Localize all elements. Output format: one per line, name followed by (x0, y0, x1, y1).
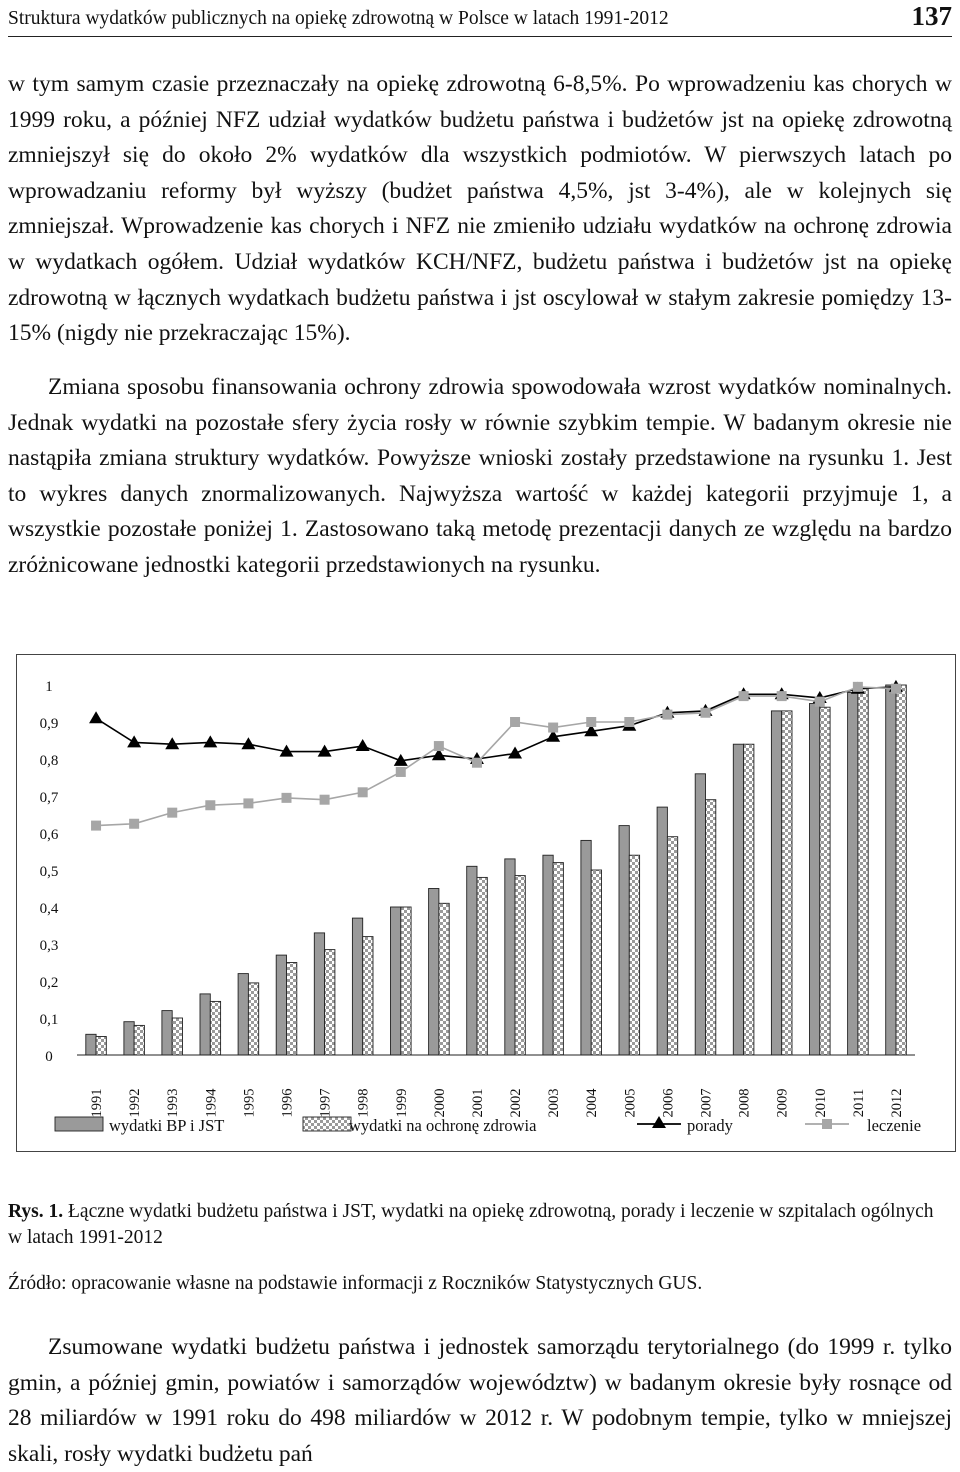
point-leczenie (777, 691, 787, 701)
x-tick-label: 2007 (698, 1088, 715, 1118)
point-leczenie (358, 787, 368, 797)
running-title: Struktura wydatków publicznych na opiekę zdrowotną w Polsce w latach 1991-2012 (8, 8, 669, 29)
caption-label: Rys. 1. (8, 1201, 64, 1222)
point-leczenie (205, 800, 215, 810)
y-tick-label: 0 (45, 1049, 53, 1065)
figure-1 (16, 654, 956, 1152)
bar-wydatki-bp-jst (391, 907, 401, 1055)
y-tick-label: 0,5 (39, 864, 59, 880)
point-leczenie (891, 684, 901, 694)
point-porady (508, 746, 522, 758)
point-leczenie (624, 717, 634, 727)
point-leczenie (243, 798, 253, 808)
y-tick-label: 0,3 (39, 938, 59, 954)
legend-label: wydatki BP i JST (109, 1116, 225, 1135)
bar-wydatki-ochrona-zdrowia (96, 1037, 106, 1056)
bar-wydatki-ochrona-zdrowia (553, 863, 563, 1055)
x-tick-label: 2002 (508, 1088, 525, 1118)
bar-wydatki-bp-jst (238, 974, 248, 1055)
point-leczenie (167, 808, 177, 818)
bar-wydatki-ochrona-zdrowia (210, 1001, 220, 1055)
bar-wydatki-bp-jst (429, 889, 439, 1056)
figure-source: Źródło: opracowanie własne na podstawie informacji z Roczników Statystycznych GUS. (8, 1273, 703, 1294)
bar-wydatki-ochrona-zdrowia (248, 983, 258, 1055)
bar-wydatki-ochrona-zdrowia (591, 870, 601, 1055)
x-tick-label: 2005 (622, 1088, 639, 1118)
bar-wydatki-bp-jst (771, 711, 781, 1055)
x-tick-label: 1992 (127, 1088, 144, 1118)
point-leczenie (739, 691, 749, 701)
x-tick-label: 2011 (850, 1088, 867, 1118)
point-leczenie (662, 710, 672, 720)
bar-wydatki-bp-jst (886, 685, 896, 1055)
point-leczenie (548, 723, 558, 733)
bar-wydatki-ochrona-zdrowia (363, 937, 373, 1055)
legend-swatch (55, 1117, 103, 1131)
point-leczenie (282, 793, 292, 803)
page-number: 137 (911, 1, 952, 31)
bar-wydatki-ochrona-zdrowia (325, 950, 335, 1055)
x-tick-label: 2010 (812, 1088, 829, 1118)
point-leczenie (853, 682, 863, 692)
point-leczenie (129, 819, 139, 829)
bar-wydatki-bp-jst (314, 933, 324, 1055)
bar-wydatki-bp-jst (733, 744, 743, 1055)
point-porady (203, 735, 217, 747)
bar-wydatki-ochrona-zdrowia (172, 1018, 182, 1055)
figure-caption (8, 1199, 952, 1251)
x-tick-label: 2001 (469, 1088, 486, 1118)
bar-wydatki-bp-jst (848, 692, 858, 1055)
point-leczenie (586, 717, 596, 727)
bar-wydatki-bp-jst (505, 859, 515, 1055)
x-tick-label: 2003 (546, 1088, 563, 1118)
bar-wydatki-ochrona-zdrowia (477, 877, 487, 1055)
x-tick-label: 2004 (584, 1088, 601, 1118)
bar-wydatki-bp-jst (86, 1034, 96, 1055)
bar-wydatki-ochrona-zdrowia (134, 1025, 144, 1055)
bar-wydatki-bp-jst (276, 955, 286, 1055)
y-tick-label: 0,1 (39, 1012, 59, 1028)
bar-wydatki-ochrona-zdrowia (629, 855, 639, 1055)
bar-wydatki-ochrona-zdrowia (820, 707, 830, 1055)
x-tick-label: 2006 (660, 1088, 677, 1118)
y-tick-label: 0,7 (39, 790, 59, 806)
bar-wydatki-bp-jst (581, 840, 591, 1055)
bar-wydatki-ochrona-zdrowia (667, 837, 677, 1055)
bar-wydatki-ochrona-zdrowia (706, 800, 716, 1055)
bar-wydatki-bp-jst (543, 855, 553, 1055)
legend-label: leczenie (867, 1116, 922, 1135)
x-tick-label: 1998 (355, 1088, 372, 1118)
bar-wydatki-bp-jst (657, 807, 667, 1055)
bar-wydatki-bp-jst (810, 704, 820, 1056)
chart-svg (17, 655, 955, 1151)
y-tick-label: 0,2 (39, 975, 59, 991)
point-leczenie (434, 741, 444, 751)
caption-text: Łączne wydatki budżetu państwa i JST, wydatki na opiekę zdrowotną, porady i leczenie w szpitalach ogólnych w latach 1991-2012 (8, 1201, 934, 1248)
x-tick-label: 2008 (736, 1088, 753, 1118)
point-leczenie (91, 821, 101, 831)
point-porady (89, 711, 103, 723)
bar-wydatki-ochrona-zdrowia (782, 711, 792, 1055)
point-porady (356, 739, 370, 751)
point-leczenie (472, 758, 482, 768)
y-tick-label: 0,6 (39, 827, 59, 843)
x-tick-label: 1997 (317, 1088, 334, 1118)
x-tick-label: 1995 (241, 1088, 258, 1118)
x-tick-label: 2012 (888, 1088, 905, 1118)
y-tick-label: 1 (45, 679, 53, 695)
point-porady (127, 735, 141, 747)
bar-wydatki-bp-jst (200, 994, 210, 1055)
y-tick-label: 0,4 (39, 901, 59, 917)
y-tick-label: 0,9 (39, 716, 59, 732)
paragraph-1: w tym samym czasie przeznaczały na opiekę zdrowotną 6-8,5%. Po wprowadzeniu kas chorych w 1999 roku, a później NFZ udział wydatków budżetu państwa i budżetów jst na opiekę zdrowotną zmniejszył się do około 2% wydatków dla wszystkich podmiotów. W pierwszych latach po wprowadzaniu reformy był wyższy (budżet państwa 4,5%, jst 3-4%), ale w kolejnych się zmniejszał. Wprowadzenie kas chorych i NFZ nie zmieniło udziału wydatków na ochronę zdrowia w wydatkach ogółem. Udział wydatków KCH/NFZ, budżetu państwa i budżetów jst na opiekę zdrowotną w łącznych wydatkach budżetu państwa i jst oscylował w stałym zakresie pomiędzy 13-15% (nigdy nie przekraczając 15%). (8, 71, 952, 347)
point-leczenie (396, 767, 406, 777)
x-tick-label: 1996 (279, 1088, 296, 1118)
bar-wydatki-ochrona-zdrowia (439, 903, 449, 1055)
legend-marker (822, 1119, 832, 1129)
bar-wydatki-ochrona-zdrowia (287, 963, 297, 1056)
bar-wydatki-ochrona-zdrowia (744, 744, 754, 1055)
point-leczenie (815, 697, 825, 707)
bar-wydatki-ochrona-zdrowia (401, 907, 411, 1055)
y-tick-label: 0,8 (39, 753, 59, 769)
x-tick-label: 1999 (393, 1088, 410, 1118)
point-leczenie (510, 717, 520, 727)
running-header (8, 0, 952, 37)
x-tick-label: 1991 (89, 1088, 106, 1118)
bar-wydatki-bp-jst (695, 774, 705, 1055)
paragraph-3: Zsumowane wydatki budżetu państwa i jednostek samorządu terytorialnego (do 1999 r. tylko gmin, a później gmin, powiatów i samorządów województw) w badanym okresie były rosnące od 28 miliardów w 1991 roku do 498 miliardów w 2012 r. W podobnym tempie, tylko w mniejszej skali, rosły wydatki budżetu pań (8, 1334, 952, 1467)
bar-wydatki-ochrona-zdrowia (515, 876, 525, 1055)
point-leczenie (320, 795, 330, 805)
x-tick-label: 2009 (774, 1088, 791, 1118)
paragraph-2: Zmiana sposobu finansowania ochrony zdrowia spowodowała wzrost wydatków nominalnych. Jednak wydatki na pozostałe sfery życia rosły w równie szybkim tempie. W badanym okresie nie nastąpiła zmiana struktury wydatków. Powyższe wnioski zostały przedstawione na rysunku 1. Jest to wykres danych znormalizowanych. Najwyższa wartość w każdej kategorii przyjmuje 1, a wszystkie pozostałe poniżej 1. Zastosowano taką metodę prezentacji danych ze względu na bardzo zróżnicowane jednostki kategorii przedstawionych na rysunku. (8, 374, 952, 578)
bar-wydatki-bp-jst (124, 1022, 134, 1055)
bar-wydatki-ochrona-zdrowia (858, 689, 868, 1055)
bar-wydatki-ochrona-zdrowia (896, 685, 906, 1055)
bar-wydatki-bp-jst (352, 918, 362, 1055)
legend-label: porady (687, 1116, 733, 1135)
x-tick-label: 1993 (165, 1088, 182, 1118)
x-tick-label: 1994 (203, 1088, 220, 1118)
x-tick-label: 2000 (431, 1088, 448, 1118)
bar-wydatki-bp-jst (619, 826, 629, 1055)
legend-label: wydatki na ochronę zdrowia (349, 1116, 537, 1135)
legend-swatch (303, 1117, 351, 1131)
bar-wydatki-bp-jst (467, 866, 477, 1055)
point-leczenie (701, 708, 711, 718)
bar-wydatki-bp-jst (162, 1011, 172, 1055)
